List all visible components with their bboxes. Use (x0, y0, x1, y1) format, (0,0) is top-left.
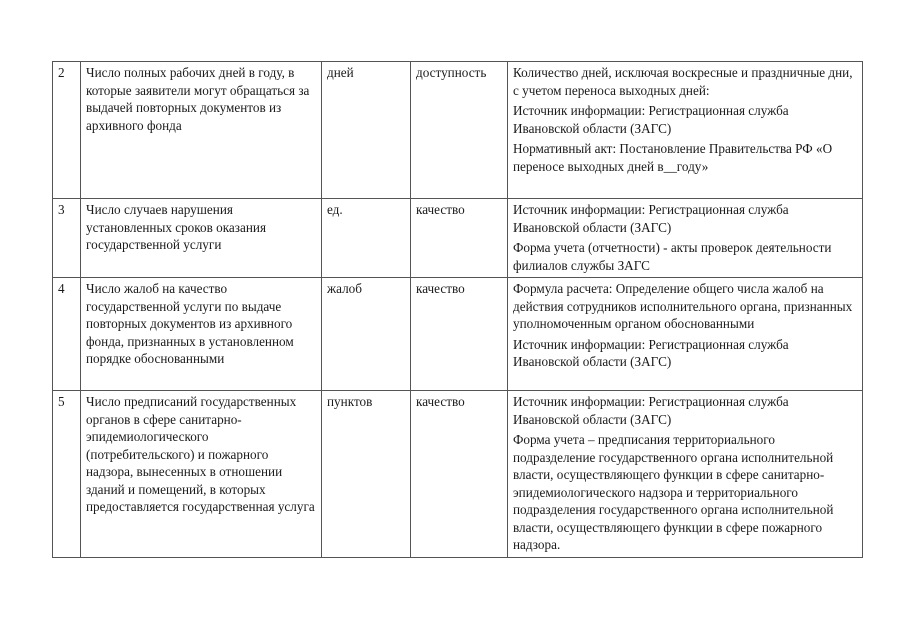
description-paragraph: Источник информации: Регистрационная служба Ивановской области (ЗАГС) (513, 336, 789, 369)
description-paragraph: Нормативный акт: Постановление Правительства РФ «О переносе выходных дней в__году» (513, 141, 833, 174)
table-row (53, 62, 863, 199)
indicator-name: Число случаев нарушения установленных сроков оказания государственной услуги (81, 199, 322, 278)
description-paragraph: Источник информации: Регистрационная служба Ивановской области (ЗАГС) (513, 202, 789, 235)
row-number: 4 (53, 278, 81, 391)
indicator-name: Число предписаний государственных органов в сфере санитарно-эпидемиологического (потребительского) и пожарного надзора, вынесенных в отношении зданий и помещений, в которых предоставляется государственная услуга (81, 391, 322, 558)
row-number: 5 (53, 391, 81, 558)
indicator-description (508, 278, 863, 391)
description-paragraph: Источник информации: Регистрационная служба Ивановской области (ЗАГС) (513, 103, 789, 136)
indicator-name: Число жалоб на качество государственной услуги по выдаче повторных документов из архивного фонда, признанных в установленном порядке обоснованными (81, 278, 322, 391)
description-paragraph: Форма учета (отчетности) - акты проверок деятельности филиалов службы ЗАГС (513, 240, 832, 273)
indicator-description (508, 62, 863, 199)
row-number: 3 (53, 199, 81, 278)
description-paragraph: Формула расчета: Определение общего числа жалоб на действия сотрудников исполнительного органа, признанных уполномоченным органом обоснованными (513, 281, 853, 331)
table-row (53, 391, 863, 558)
indicator-description (508, 199, 863, 278)
unit-of-measure: пунктов (322, 391, 411, 558)
description-paragraph: Источник информации: Регистрационная служба Ивановской области (ЗАГС) (513, 394, 789, 427)
indicators-table (52, 61, 863, 558)
indicator-name: Число полных рабочих дней в году, в которые заявители могут обращаться за выдачей повторных документов из архивного фонда (81, 62, 322, 199)
row-number: 2 (53, 62, 81, 199)
indicator-description (508, 391, 863, 558)
table-row (53, 199, 863, 278)
indicator-type: качество (411, 278, 508, 391)
unit-of-measure: дней (322, 62, 411, 199)
indicator-type: доступность (411, 62, 508, 199)
indicator-type: качество (411, 199, 508, 278)
indicator-type: качество (411, 391, 508, 558)
unit-of-measure: жалоб (322, 278, 411, 391)
description-paragraph: Количество дней, исключая воскресные и праздничные дни, с учетом переноса выходных дней: (513, 65, 853, 98)
unit-of-measure: ед. (322, 199, 411, 278)
description-paragraph: Форма учета – предписания территориального подразделение государственного органа исполнительной власти, осуществляющего функции в сфере санитарно-эпидемиологического надзора и территориального подразделения государственного органа исполнительной власти, осуществляющего функции в сфере пожарного надзора. (513, 432, 834, 552)
table-row (53, 278, 863, 391)
